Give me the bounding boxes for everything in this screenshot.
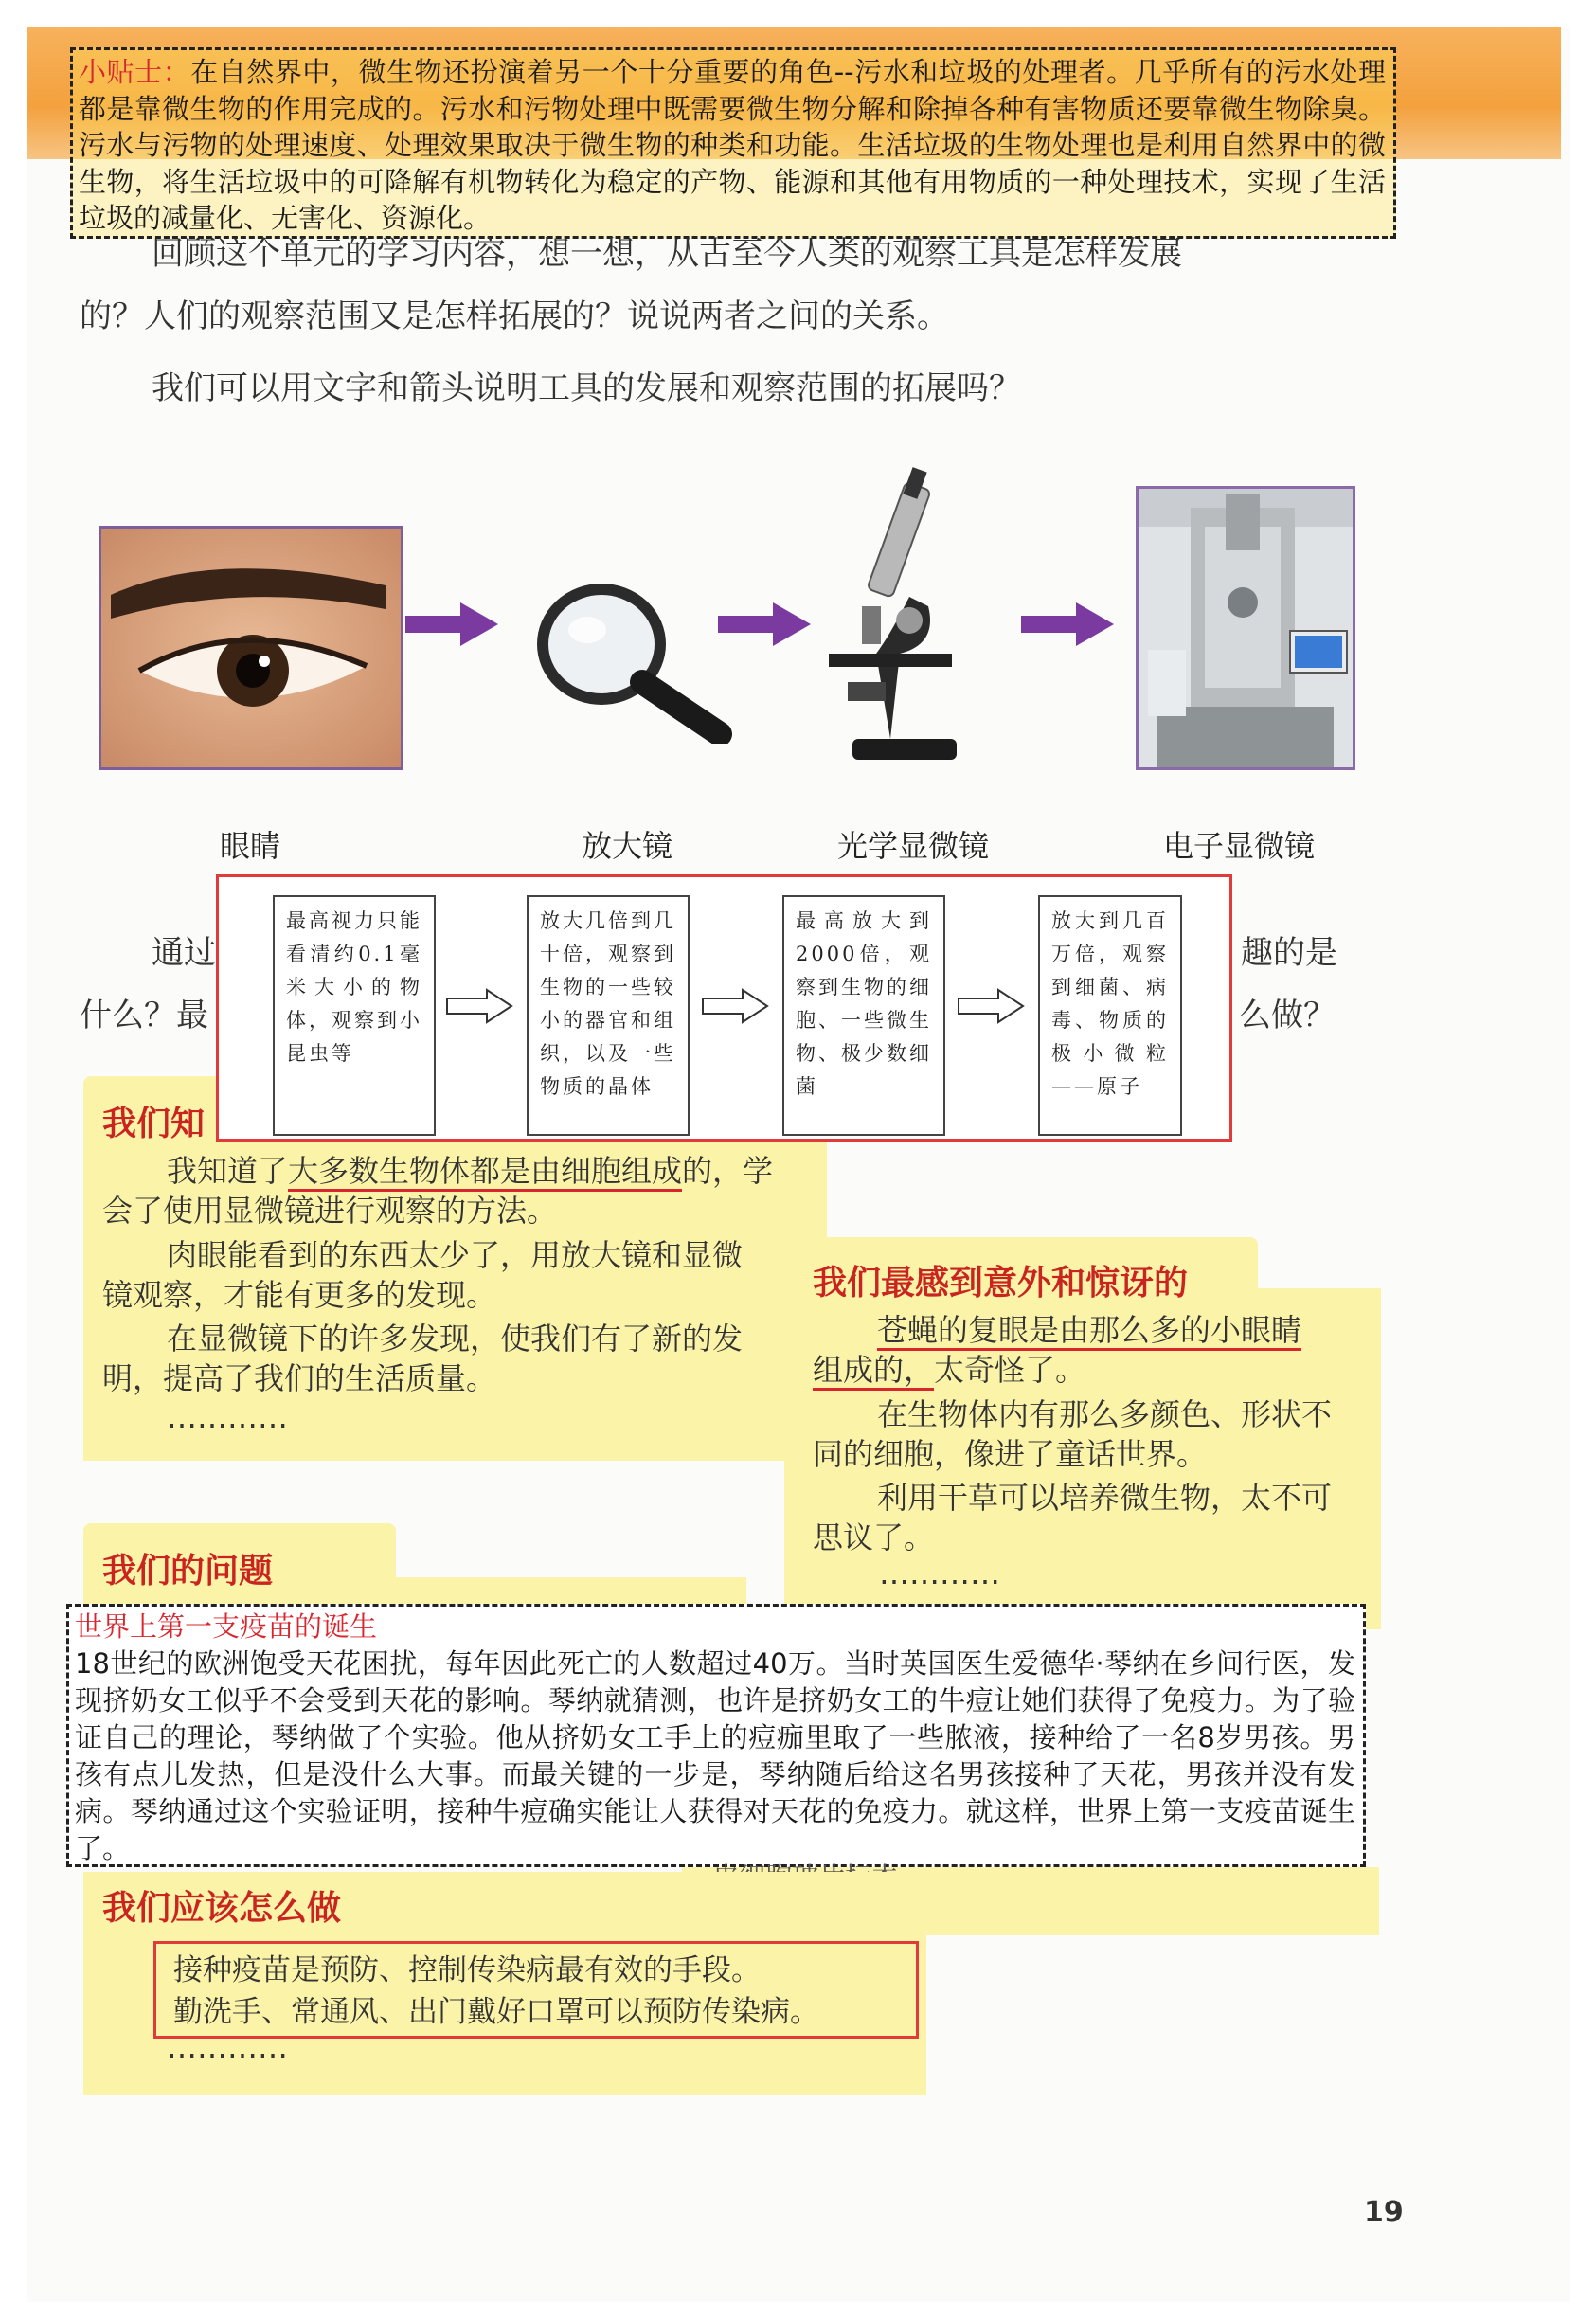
hidden-text-right-b: 么做？ [1239, 997, 1336, 1034]
surprise-panel-ellipsis: ………… [879, 1555, 1000, 1591]
vaccine-story-title: 世界上第一支疫苗的诞生 [75, 1610, 378, 1643]
stage-card-magnifier: 放大几倍到几十倍，观察到生物的一些较小的器官和组织，以及一些物质的晶体 [527, 895, 690, 1136]
surprise-panel-p2: 在生物体内有那么多颜色、形状不同的细胞，像进了童话世界。 [813, 1396, 1333, 1472]
eye-image [99, 526, 403, 770]
know-panel-p2: 肉眼能看到的东西太少了，用放大镜和显微镜观察，才能有更多的发现。 [102, 1237, 744, 1313]
electron-microscope-image [1136, 486, 1355, 770]
action-box [153, 1941, 919, 2039]
know-p1-prefix: 我知道了 [167, 1153, 289, 1189]
hidden-text-left-b: 什么？最 [80, 997, 208, 1034]
know-panel-p1 [102, 1151, 803, 1231]
magnifying-glass-icon [530, 573, 758, 744]
arrow-right-icon [405, 601, 500, 648]
surprise-panel-p1 [813, 1310, 1362, 1390]
surprise-p1-underlined-a: 苍蝇的复眼是由那么多的小眼睛 [877, 1312, 1301, 1351]
hidden-text-left-a: 通过 [152, 934, 216, 972]
hollow-arrow-icon [701, 987, 769, 1025]
question-panel-title: 我们的问题 [102, 1552, 274, 1591]
intro-line-2: 的？人们的观察范围又是怎样拓展的？说说两者之间的关系。 [80, 297, 949, 335]
know-p1-underlined: 大多数生物体都是由细胞组成 [288, 1153, 682, 1192]
page-number: 19 [1364, 2196, 1404, 2229]
surprise-panel-p3: 利用干草可以培养微生物，太不可思议了。 [813, 1480, 1333, 1555]
vaccine-story-text: 18世纪的欧洲饱受天花困扰，每年因此死亡的人数超过40万。当时英国医生爱德华·琴纳在乡间行医，发现挤奶女工似乎不会受到天花的影响。琴纳就猜测，也许是挤奶女工的牛痘让她们获得了免疫力。为了验证自己的理论，琴纳做了个实验。他从挤奶女工手上的痘痂里取了一些脓液，接种给了一名8岁男孩。男孩有点儿发热，但是没什么大事。而最关键的一步是，琴纳随后给这名男孩接种了天花，男孩并没有发病。琴纳通过这个实验证明，接种牛痘确实能让人获得对天花的免疫力。就这样，世界上第一支疫苗诞生了。 [75, 1647, 1355, 1864]
surprise-panel-title: 我们最感到意外和惊讶的 [813, 1264, 1189, 1303]
surprise-p1-underlined-b: 组成的， [813, 1352, 934, 1391]
know-p1-rest: 的，学会了使用显微镜进行观察的方法。 [102, 1153, 774, 1229]
hidden-text-right-a: 趣的是 [1241, 934, 1337, 972]
stage-card-electron-microscope: 放大到几百万倍，观察到细菌、病毒、物质的极小微粒——原子 [1038, 895, 1182, 1136]
tip-label: 小贴士： [79, 56, 191, 88]
intro-line-1: 回顾这个单元的学习内容，想一想，从古至今人类的观察工具是怎样发展 [152, 235, 1182, 273]
stage-card-optical-microscope: 最高放大到2000倍，观察到生物的细胞、一些微生物、极少数细菌 [782, 895, 945, 1136]
optical-microscope-icon [796, 464, 985, 767]
caption-electron-microscope: 电子显微镜 [1163, 828, 1316, 864]
stage-card-eye: 最高视力只能看清约0.1毫米大小的物体，观察到小昆虫等 [273, 895, 436, 1136]
action-panel-title: 我们应该怎么做 [102, 1889, 342, 1928]
action-line-2: 勤洗手、常通风、出门戴好口罩可以预防传染病。 [173, 1995, 819, 2029]
caption-magnifier: 放大镜 [582, 828, 673, 864]
know-panel-p3: 在显微镜下的许多发现，使我们有了新的发明，提高了我们的生活质量。 [102, 1321, 744, 1396]
hollow-arrow-icon [957, 987, 1025, 1025]
vaccine-story-box [66, 1604, 1366, 1867]
intro-line-3: 我们可以用文字和箭头说明工具的发展和观察范围的拓展吗？ [152, 369, 1021, 407]
caption-eye: 眼睛 [220, 828, 281, 864]
hollow-arrow-icon [445, 987, 513, 1025]
tip-text: 在自然界中，微生物还扮演着另一个十分重要的角色--污水和垃圾的处理者。几乎所有的污水处理都是靠微生物的作用完成的。污水和污物处理中既需要微生物分解和除掉各种有害物质还要靠微生物除臭。污水与污物的处理速度、处理效果取决于微生物的种类和功能。生活垃圾的生物处理也是利用自然界中的微生物，将生活垃圾中的可降解有机物转化为稳定的产物、能源和其他有用物质的一种处理技术，实现了生活垃圾的减量化、无害化、资源化。 [79, 56, 1386, 234]
know-panel-title: 我们知 [102, 1105, 206, 1143]
know-panel-ellipsis: ………… [167, 1399, 288, 1435]
caption-optical-microscope: 光学显微镜 [837, 828, 990, 864]
surprise-p1-rest: 太奇怪了。 [934, 1352, 1086, 1388]
tip-box [70, 47, 1396, 239]
action-panel-ellipsis: ………… [167, 2029, 288, 2065]
action-line-1: 接种疫苗是预防、控制传染病最有效的手段。 [173, 1953, 761, 1987]
arrow-right-icon [1021, 601, 1116, 648]
